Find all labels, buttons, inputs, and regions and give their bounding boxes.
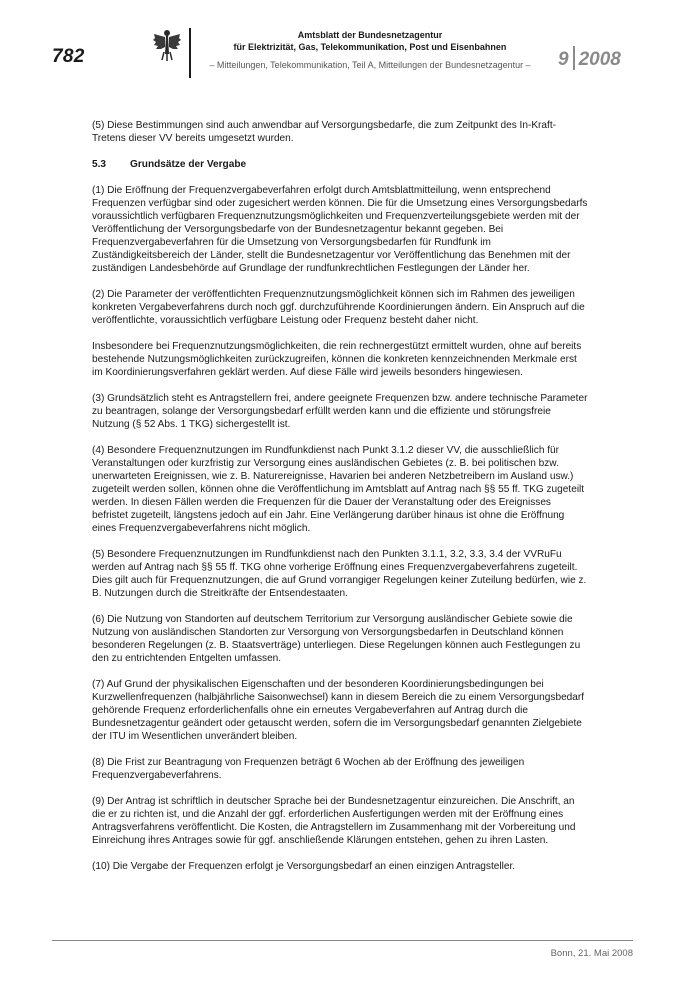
publication-title: Amtsblatt der Bundesnetzagentur xyxy=(297,30,443,40)
issue-label xyxy=(558,46,621,71)
paragraph-8: (8) Die Frist zur Beantragung von Frequenzen beträgt 6 Wochen ab der Eröffnung des jeweiligen Frequenzvergabeverfahrens. xyxy=(92,757,525,781)
publication-subtitle: für Elektrizität, Gas, Telekommunikation, Post und Eisenbahnen xyxy=(233,42,507,52)
paragraph-2-note: Insbesondere bei Frequenznutzungsmöglichkeiten, die rein rechnergestützt ermittelt wurden, ohne auf bereits bestehende Nutzungsmöglichkeiten zurückzugreifen, können die konkreten kennzeichnenden Merkmale erst im Koordinierungsverfahren geklärt werden. Auf diese Fälle wird jeweils besonders hingewiesen. xyxy=(92,341,582,378)
paragraph-5: (5) Besondere Frequenznutzungen im Rundfunkdienst nach den Punkten 3.1.1, 3.2, 3.3, 3.4 der VVRuFu werden auf Antrag nach §§ 55 ff. TKG ohne vorherige Eröffnung eines Frequenzvergabeverfahrens zugeteilt. Dies gilt auch für Frequenznutzungen, die auf Grund vorrangiger Regelungen keiner Zuteilung bedürfen, wie z. B. Nutzungen durch die Streitkräfte der Entsendestaaten. xyxy=(92,549,587,599)
issue-year: 2008 xyxy=(578,49,621,70)
document-body xyxy=(92,119,588,886)
paragraph-3: (3) Grundsätzlich steht es Antragstellern frei, andere geeignete Frequenzen bzw. andere technische Parameter zu beantragen, solange der Versorgungsbedarf erfüllt werden kann und die effiziente und störungsfreie Nutzung (§ 52 Abs. 1 TKG) sichergestellt ist. xyxy=(92,393,588,430)
publication-header xyxy=(200,29,540,71)
page-number: 782 xyxy=(52,46,85,67)
footer-date: Bonn, 21. Mai 2008 xyxy=(550,948,633,959)
section-heading xyxy=(92,158,588,171)
section-line: – Mitteilungen, Telekommunikation, Teil A, Mitteilungen der Bundesnetzagentur – xyxy=(209,60,531,70)
paragraph-9: (9) Der Antrag ist schriftlich in deutscher Sprache bei der Bundesnetzagentur einzureichen. Die Anschrift, an die er zu richten ist, und die Anzahl der ggf. erforderlichen Ausfertigungen werden mit der Eröffnung eines Antragsverfahrens veröffentlicht. Die Kosten, die Antragstellern im Zusammenhang mit der Vorbereitung und Einreichung ihres Antrages sowie für ggf. anschließende Klärungen entstehen, gehen zu ihren Lasten. xyxy=(92,796,576,846)
federal-eagle-icon xyxy=(152,28,182,62)
paragraph-1: (1) Die Eröffnung der Frequenzvergabeverfahren erfolgt durch Amtsblattmitteilung, wenn entsprechend Frequenzen verfügbar sind oder zugesichert werden können. Die für die Umsetzung eines Versorgungsbedarfs voraussichtlich verfügbaren Frequenznutzungsmöglichkeiten und Frequenzverteilungsgebiete werden mit der Veröffentlichung der Versorgungsbedarfe von der Bundesnetzagentur bekannt gegeben. Bei Frequenzvergabeverfahren für die Umsetzung von Versorgungsbedarfen für Rundfunk im Zuständigkeitsbereich der Länder, stellt die Bundesnetzagentur vor Veröffentlichung das Benehmen mit der zuständigen Landesbehörde auf Grundlage der rundfunkrechtlichen Festlegungen der Länder her. xyxy=(92,185,588,274)
issue-divider xyxy=(573,46,575,70)
section-title: Grundsätze der Vergabe xyxy=(130,159,247,170)
footer-divider xyxy=(52,940,633,941)
paragraph-10: (10) Die Vergabe der Frequenzen erfolgt je Versorgungsbedarf an einen einzigen Antragsteller. xyxy=(92,861,516,872)
intro-paragraph: (5) Diese Bestimmungen sind auch anwendbar auf Versorgungsbedarfe, die zum Zeitpunkt des In-Kraft-Tretens dieser VV bereits umgesetzt wurden. xyxy=(92,120,557,144)
section-number: 5.3 xyxy=(92,159,107,170)
paragraph-4: (4) Besondere Frequenznutzungen im Rundfunkdienst nach Punkt 3.1.2 dieser VV, die ausschließlich für Veranstaltungen oder kurzfristig zur Versorgung eines ausländischen Gebietes (z. B. bei politischen bzw. unerwarteten Ereignissen, wie z. B. Naturereignisse, Havarien bei anderen Netzbetreibern im Ausland usw.) zugeteilt werden sollen, können ohne die Veröffentlichung im Amtsblatt auf Antrag nach §§ 55 ff. TKG zugeteilt werden. In diesen Fällen werden die Frequenzen für die Dauer der Veranstaltung oder des Ereignisses befristet zugeteilt, längstens jedoch auf ein Jahr. Eine Verlängerung darüber hinaus ist ohne die Eröffnung eines Frequenzvergabeverfahrens nicht möglich. xyxy=(92,445,585,534)
paragraph-7: (7) Auf Grund der physikalischen Eigenschaften und der besonderen Koordinierungsbedingungen bei Kurzwellenfrequenzen (halbjährliche Saisonwechsel) kann in diesem Bereich die zu einem Versorgungsbedarf gehörende Frequenz erforderlichenfalls ohne ein erneutes Vergabeverfahren auf Antrag durch die Bundesnetzagentur geändert oder getauscht werden, sofern die im Versorgungsbedarf genannten Zielgebiete der ITU im Wesentlichen unverändert bleiben. xyxy=(92,679,585,742)
paragraph-2: (2) Die Parameter der veröffentlichten Frequenznutzungsmöglichkeit können sich im Rahmen des jeweiligen konkreten Vergabeverfahrens durch noch ggf. durchzuführende Koordinierungen ändern. Ein Anspruch auf die veröffentlichte, voraussichtlich verfügbare Leistung oder Frequenz besteht daher nicht. xyxy=(92,289,585,326)
header-divider xyxy=(189,28,191,78)
issue-number: 9 xyxy=(558,49,569,70)
paragraph-6: (6) Die Nutzung von Standorten auf deutschem Territorium zur Versorgung ausländischer Gebiete sowie die Nutzung von ausländischen Standorten zur Versorgung von Versorgungsbedarfen in Deutschland können besonderen Regelungen (z. B. Staatsverträge) unterliegen. Diese Regelungen können auch Festlegungen zu den zu entrichtenden Entgelten umfassen. xyxy=(92,614,581,664)
